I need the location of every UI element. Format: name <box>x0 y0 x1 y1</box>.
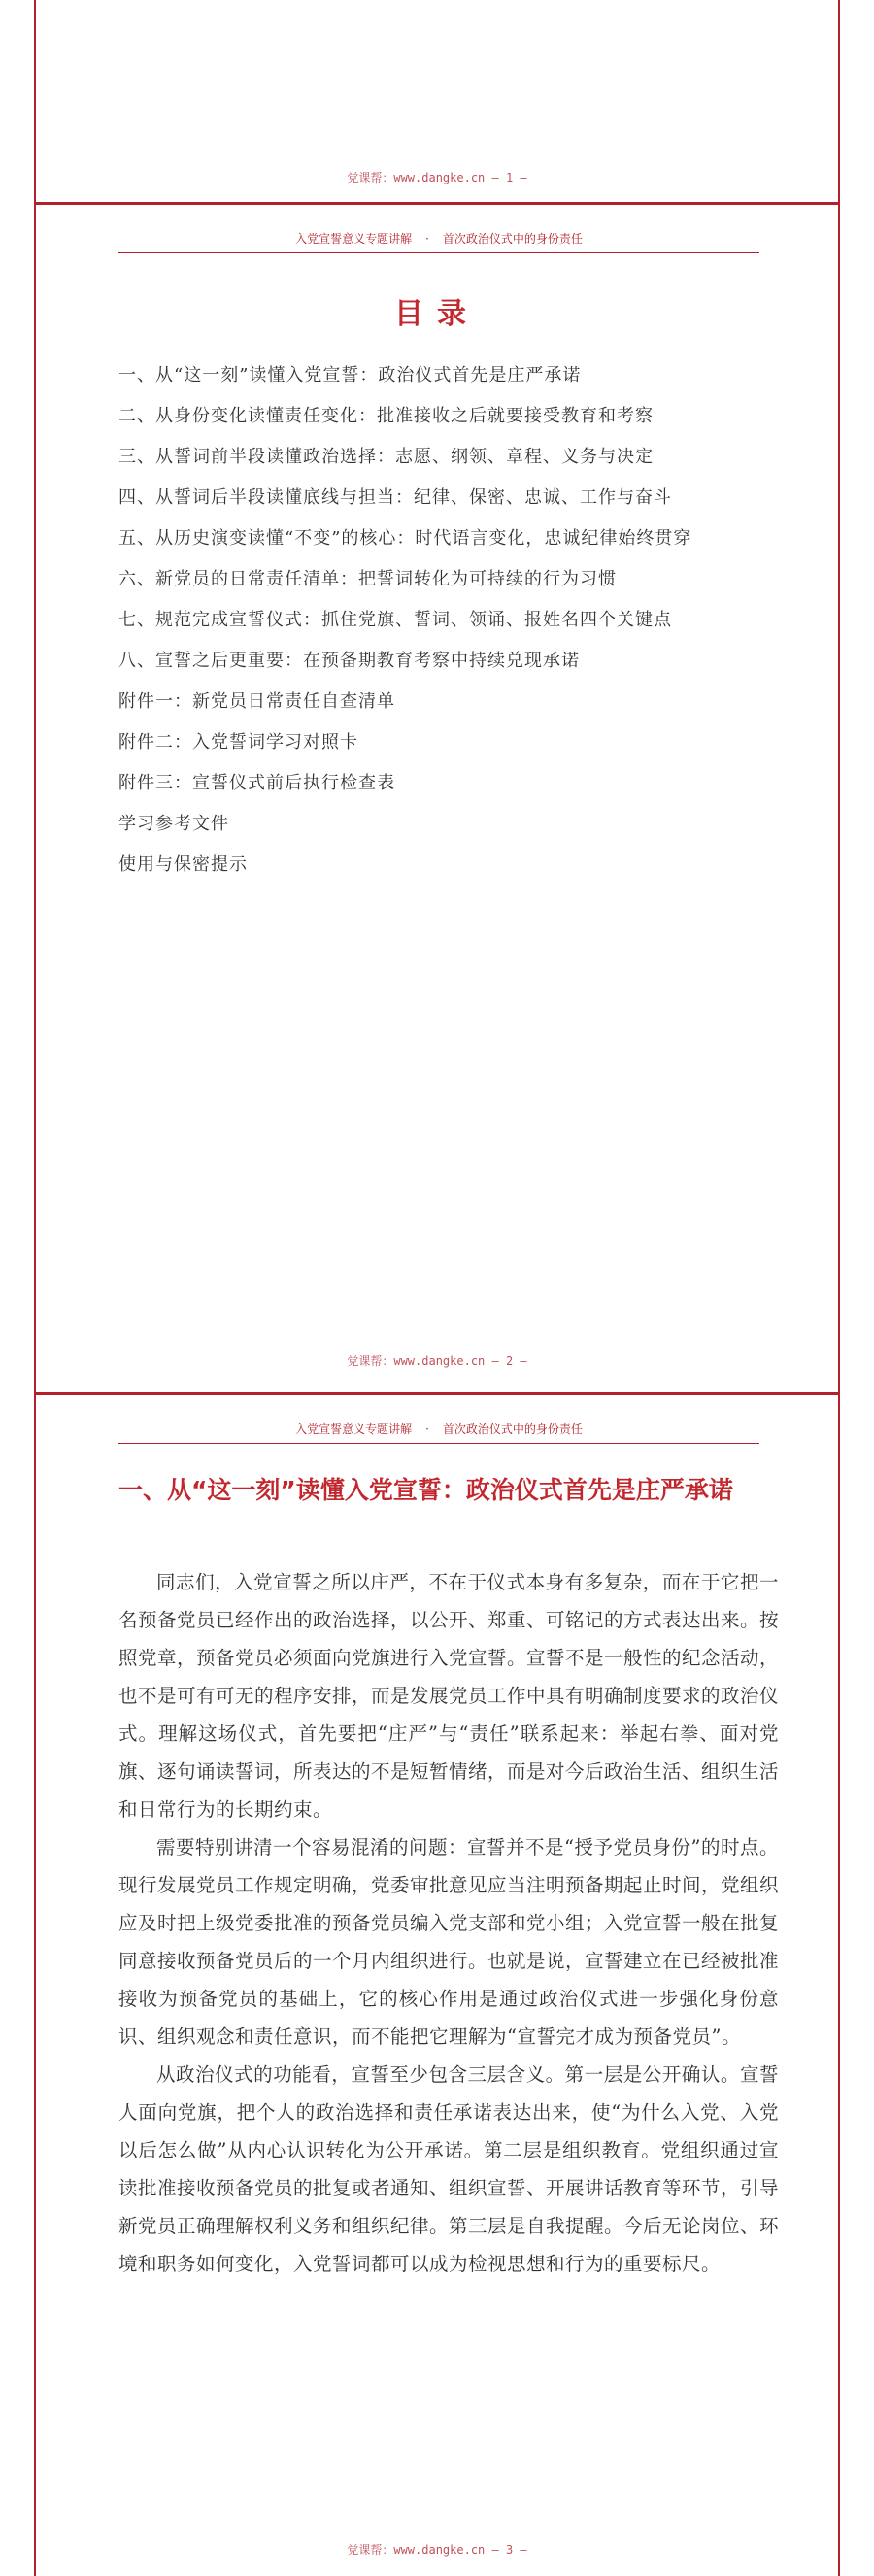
page-header <box>118 1421 759 1444</box>
toc-item[interactable]: 学习参考文件 <box>118 814 229 834</box>
toc-item[interactable]: 七、规范完成宣誓仪式：抓住党旗、誓词、领诵、报姓名四个关键点 <box>118 610 672 630</box>
toc-item[interactable]: 一、从“这一刻”读懂入党宣誓：政治仪式首先是庄严承诺 <box>118 365 582 385</box>
header-right: 首次政治仪式中的身份责任 <box>442 232 583 246</box>
paragraph: 需要特别讲清一个容易混淆的问题：宣誓并不是“授予党员身份”的时点。现行发展党员工作规定明确，党委审批意见应当注明预备期起止时间，党组织应及时把上级党委批准的预备党员编入党支部和党小组；入党宣誓一般在批复同意接收预备党员后的一个月内组织进行。也就是说，宣誓建立在已经被批准接收为预备党员的基础上，它的核心作用是通过政治仪式进一步强化身份意识、组织观念和责任意识，而不能把它理解为“宣誓完才成为预备党员”。 <box>118 1836 780 2048</box>
toc-item[interactable]: 附件一：新党员日常责任自查清单 <box>118 691 395 712</box>
page-footer: 党课帮：www.dangke.cn — 2 — <box>347 1355 527 1368</box>
toc-item[interactable]: 附件二：入党誓词学习对照卡 <box>118 732 358 753</box>
toc-item[interactable]: 五、从历史演变读懂“不变”的核心：时代语言变化，忠诚纪律始终贯穿 <box>118 528 692 549</box>
section-body <box>118 1563 779 2283</box>
toc-item[interactable]: 八、宣誓之后更重要：在预备期教育考察中持续兑现承诺 <box>118 651 580 671</box>
toc-item[interactable]: 二、从身份变化读懂责任变化：批准接收之后就要接受教育和考察 <box>118 406 654 426</box>
page-1 <box>34 0 840 202</box>
toc-item[interactable]: 附件三：宣誓仪式前后执行检查表 <box>118 773 395 793</box>
toc-item[interactable]: 使用与保密提示 <box>118 854 248 875</box>
page-footer: 党课帮：www.dangke.cn — 1 — <box>347 171 527 184</box>
section-heading: 一、从“这一刻”读懂入党宣誓：政治仪式首先是庄严承诺 <box>118 1476 733 1504</box>
toc-item[interactable]: 六、新党员的日常责任清单：把誓词转化为可持续的行为习惯 <box>118 569 617 589</box>
paragraph: 同志们，入党宣誓之所以庄严，不在于仪式本身有多复杂，而在于它把一名预备党员已经作出的政治选择，以公开、郑重、可铭记的方式表达出来。按照党章，预备党员必须面向党旗进行入党宣誓。宣誓不是一般性的纪念活动，也不是可有可无的程序安排，而是发展党员工作中具有明确制度要求的政治仪式。理解这场仪式，首先要把“庄严”与“责任”联系起来：举起右拳、面对党旗、逐句诵读誓词，所表达的不是短暂情绪，而是对今后政治生活、组织生活和日常行为的长期约束。 <box>118 1571 780 1821</box>
toc-list <box>118 355 779 886</box>
toc-item[interactable]: 三、从誓词前半段读懂政治选择：志愿、纲领、章程、义务与决定 <box>118 447 654 467</box>
page-3 <box>34 1395 840 2576</box>
header-dot: · <box>425 232 429 246</box>
header-left: 入党宣誓意义专题讲解 <box>295 232 413 246</box>
header-left: 入党宣誓意义专题讲解 <box>295 1422 413 1436</box>
paragraph: 从政治仪式的功能看，宣誓至少包含三层含义。第一层是公开确认。宣誓人面向党旗，把个人的政治选择和责任承诺表达出来，使“为什么入党、入党以后怎么做”从内心认识转化为公开承诺。第二层是组织教育。党组织通过宣读批准接收预备党员的批复或者通知、组织宣誓、开展讲话教育等环节，引导新党员正确理解权利义务和组织纪律。第三层是自我提醒。今后无论岗位、环境和职务如何变化，入党誓词都可以成为检视思想和行为的重要标尺。 <box>118 2063 780 2275</box>
header-dot: · <box>425 1422 429 1436</box>
toc-title: 目录 <box>394 297 480 331</box>
page-header <box>118 230 759 253</box>
page-footer: 党课帮：www.dangke.cn — 3 — <box>347 2543 527 2557</box>
header-right: 首次政治仪式中的身份责任 <box>442 1422 583 1436</box>
toc-item[interactable]: 四、从誓词后半段读懂底线与担当：纪律、保密、忠诚、工作与奋斗 <box>118 487 672 508</box>
page-2 <box>34 205 840 1392</box>
